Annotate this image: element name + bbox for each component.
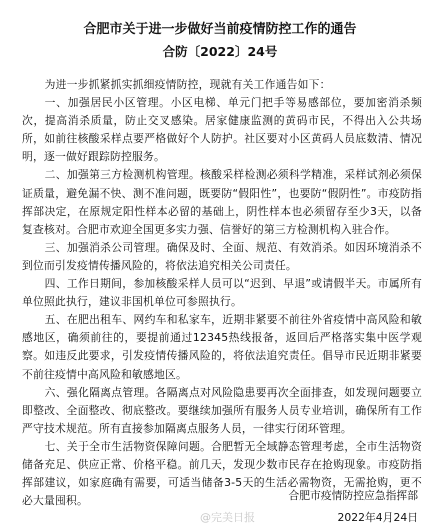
issue-date: 2022年4月24日 bbox=[337, 511, 418, 524]
issuer-signature: 合肥市疫情防控应急指挥部 bbox=[288, 489, 418, 502]
watermark: @完美日报 bbox=[200, 511, 255, 524]
intro-paragraph: 为进一步抓紧抓实抓细疫情防控，现就有关工作通告如下： bbox=[44, 78, 331, 91]
notice-body bbox=[22, 76, 422, 510]
notice-title: 合肥市关于进一步做好当前疫情防控工作的通告 bbox=[83, 22, 357, 37]
item-paragraph-4: 四、工作日期间，参加核酸采样人员可以“迟到、早退”或请假半天。市属所有单位照此执行，建议非国机单位可参照执行。 bbox=[22, 277, 422, 309]
item-paragraph-7: 七、关于全市生活物资保障问题。合肥暂无全域静态管理考虑，全市生活物资储备充足、供应正常、价格平稳。前几天，发现少数市民存在抢购现象。市疫防指挥部建议，如家庭确有需要，可适当储备3-5天的生活必需物资，无需抢购，更不必大量囤积。 bbox=[22, 439, 422, 508]
item-paragraph-6: 六、强化隔离点管理。各隔离点对风险隐患要再次全面排查，如发现问题要立即整改、全面整改、彻底整改。要继续加强所有服务人员专业培训，确保所有工作严守技术规范。所有直接参加隔离点服务人员，一律实行闭环管理。 bbox=[22, 385, 422, 435]
item-paragraph-1: 一、加强居民小区管理。小区电梯、单元门把手等易感部位，要加密消杀频次，提高消杀质量，防止交叉感染。居家健康监测的黄码市民，不得出入公共场所，如前往核酸采样点要严格做好个人防护。社区要对小区黄码人员底数清、情况明，逐一做好跟踪防控服务。 bbox=[22, 96, 422, 164]
item-paragraph-3: 三、加强消杀公司管理。确保及时、全面、规范、有效消杀。如因环境消杀不到位而引发疫情传播风险的，将依法追究相关公司责任。 bbox=[22, 240, 422, 272]
document-number: 合防〔2022〕24号 bbox=[162, 44, 278, 59]
item-paragraph-5: 五、在肥出租车、网约车和私家车，近期非紧要不前往外省疫情中高风险和敏感地区，确须前往的，要提前通过12345热线报备，返回后严格落实集中医学观察。如违反此要求，引发疫情传播风险的，将依法追究责任。倡导市民近期非紧要不前往疫情中高风险和敏感地区。 bbox=[22, 313, 422, 381]
item-paragraph-2: 二、加强第三方检测机构管理。核酸采样检测必须科学精准，采样试剂必须保证质量，避免漏不快、测不准问题，既要防“假阳性”，也要防“假阴性”。市疫防指挥部决定，在原规定阳性样本必留的基础上，阴性样本也必须留存至少3天，以备复查核对。合肥市欢迎全国更多实力强、信誉好的第三方检测机构入驻合作。 bbox=[22, 168, 422, 236]
